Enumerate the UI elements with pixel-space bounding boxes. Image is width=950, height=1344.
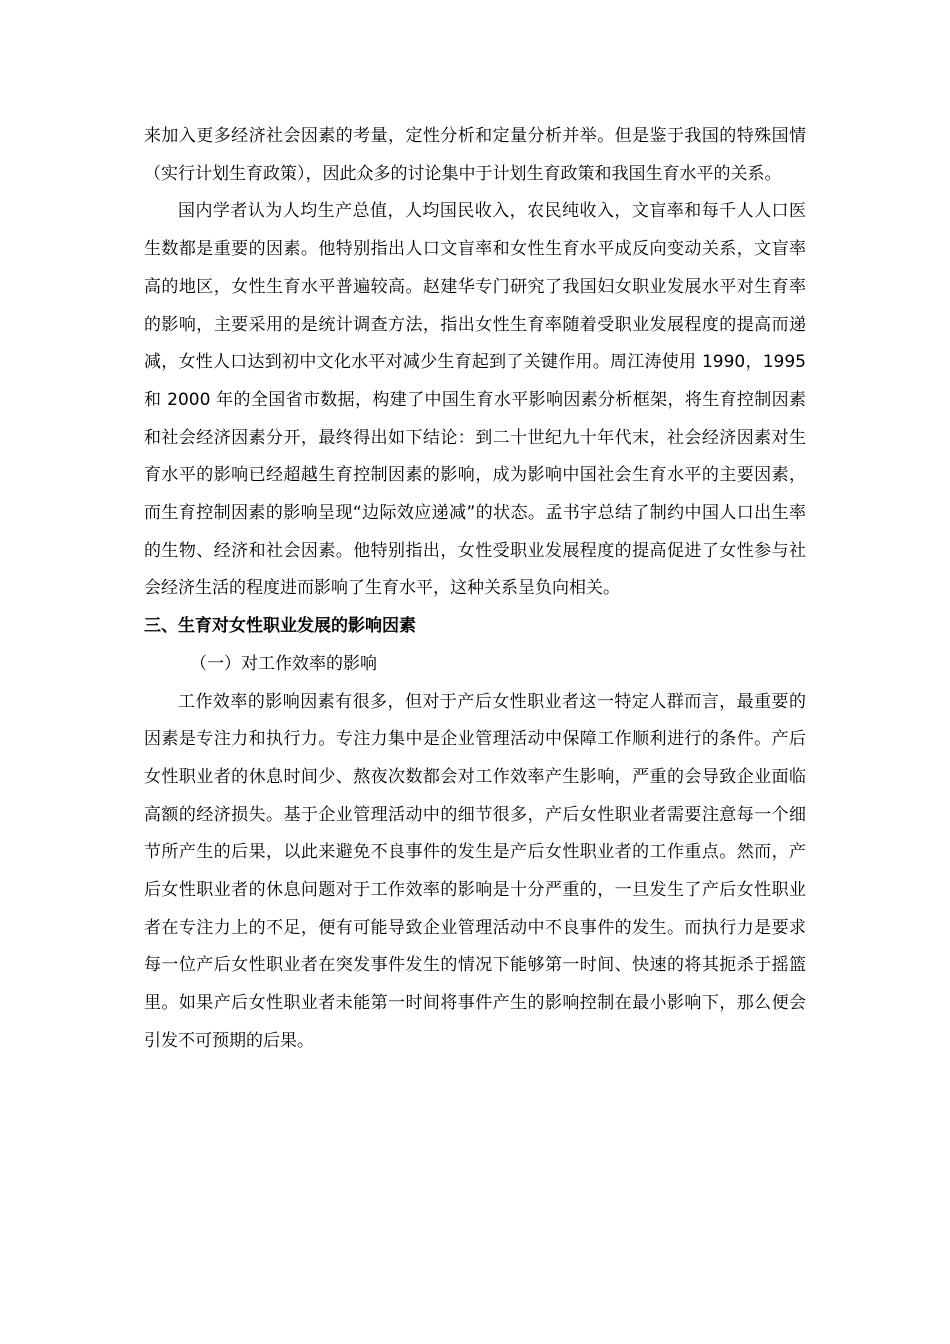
section-heading: 三、生育对女性职业发展的影响因素 [144, 616, 416, 637]
subsection-heading: （一）对工作效率的影响 [190, 653, 377, 674]
paragraph-fertility-policy: 来加入更多经济社会因素的考量，定性分析和定量分析并举。但是鉴于我国的特殊国情（实行计划生育政策），因此众多的讨论集中于计划生育政策和我国生育水平的关系。 [144, 126, 806, 184]
paragraph-domestic-scholars: 国内学者认为人均生产总值，人均国民收入，农民纯收入，文盲率和每千人人口医生数都是重要的因素。他特别指出人口文盲率和女性生育水平成反向变动关系，文盲率高的地区，女性生育水平普遍较高。赵建华专门研究了我国妇女职业发展水平对生育率的影响，主要采用的是统计调查方法，指出女性生育率随着受职业发展程度的提高而递减，女性人口达到初中文化水平对减少生育起到了关键作用。周江涛使用 1990，1995 和 2000 年的全国省市数据，构建了中国生育水平影响因素分析框架，将生育控制因素和社会经济因素分开，最终得出如下结论：到二十世纪九十年代末，社会经济因素对生育水平的影响已经超越生育控制因素的影响，成为影响中国社会生育水平的主要因素，而生育控制因素的影响呈现“边际效应递减”的状态。孟书宇总结了制约中国人口出生率的生物、经济和社会因素。他特别指出，女性受职业发展程度的提高促进了女性参与社会经济生活的程度进而影响了生育水平，这种关系呈负向相关。 [144, 201, 806, 599]
document-page [144, 118, 806, 1061]
paragraph-work-efficiency: 工作效率的影响因素有很多，但对于产后女性职业者这一特定人群而言，最重要的因素是专注力和执行力。专注力集中是企业管理活动中保障工作顺利进行的条件。产后女性职业者的休息时间少、熬夜次数都会对工作效率产生影响，严重的会导致企业面临高额的经济损失。基于企业管理活动中的细节很多，产后女性职业者需要注意每一个细节所产生的后果，以此来避免不良事件的发生是产后女性职业者的工作重点。然而，产后女性职业者的休息问题对于工作效率的影响是十分严重的，一旦发生了产后女性职业者在专注力上的不足，便有可能导致企业管理活动中不良事件的发生。而执行力是要求每一位产后女性职业者在突发事件发生的情况下能够第一时间、快速的将其扼杀于摇篮里。如果产后女性职业者未能第一时间将事件产生的影响控制在最小影响下，那么便会引发不可预期的后果。 [144, 691, 806, 1051]
